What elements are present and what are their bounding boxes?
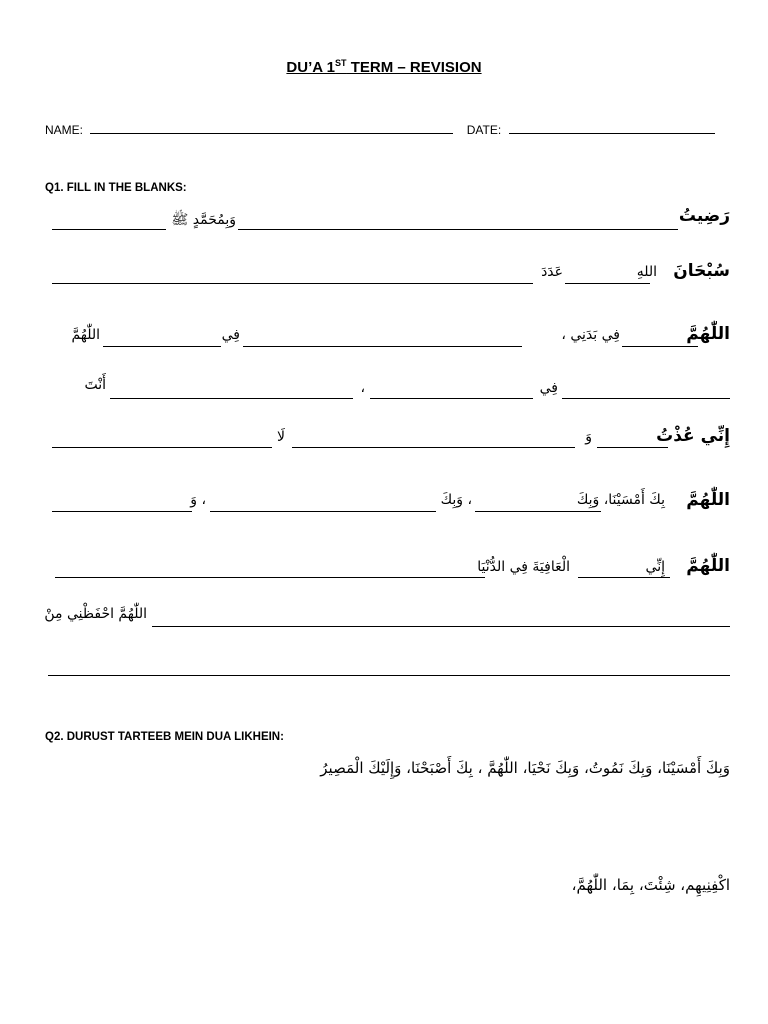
l7-text-b: الْعَافِيَةَ فِي الدُّنْيَا: [477, 559, 570, 575]
l4-blank-2[interactable]: [370, 398, 533, 399]
l8-blank-1[interactable]: [152, 626, 730, 627]
meta-row: [45, 121, 715, 137]
date-label: DATE:: [466, 123, 502, 137]
date-field[interactable]: [509, 121, 715, 134]
l6-blank-2[interactable]: [210, 511, 436, 512]
l5-text-a: وَ: [585, 429, 592, 445]
l3-blank-1[interactable]: [622, 346, 698, 347]
l1-text: وَبِمُحَمَّدٍ ﷺ: [171, 212, 236, 228]
l4-blank-1[interactable]: [562, 398, 730, 399]
l2-blank-2[interactable]: [52, 283, 533, 284]
l6-text-a: بِكَ أَمْسَيْنَا، وَبِكَ: [576, 492, 665, 508]
l5-blank-1[interactable]: [597, 447, 668, 448]
l3-text-a: فِي بَدَنِي ،: [561, 327, 620, 343]
l3-text-c: اللّٰهُمَّ: [71, 327, 100, 343]
l8-text: اللّٰهُمَّ احْفَظْنِي مِنْ: [44, 606, 147, 622]
q2-heading: Q2. DURUST TARTEEB MEIN DUA LIKHEIN:: [45, 731, 284, 743]
q2-sentence-2: اكْفِنِيهِم، شِئْتَ، بِمَا، اللّٰهُمَّ،: [571, 876, 730, 894]
l6-text-c: ، وَ: [190, 492, 206, 508]
l2-blank-1[interactable]: [565, 283, 650, 284]
l4-text-a: فِي: [539, 380, 558, 396]
l4-blank-3[interactable]: [110, 398, 353, 399]
l4-text-c: أَنْتَ: [84, 377, 106, 393]
l7-blank-1[interactable]: [578, 577, 670, 578]
l3-text-b: فِي: [221, 327, 240, 343]
l4-text-b: ،: [360, 380, 365, 396]
page-title: DU’A 1ST TERM – REVISION: [286, 58, 482, 76]
l7-blank-2[interactable]: [55, 577, 485, 578]
l6-blank-3[interactable]: [52, 511, 192, 512]
l2-text-a: اللهِ: [636, 264, 657, 280]
q2-sentence-1: وَبِكَ أَمْسَيْنَا، وَبِكَ نَمُوتُ، وَبِكَ نَحْيَا، اللّٰهُمَّ ، بِكَ أَصْبَحْنَا، وَإِلَيْكَ الْمَصِيرُ: [320, 759, 730, 777]
l5-word: إِنِّي عُذْتُ: [656, 426, 730, 446]
l3-word: اللّٰهُمَّ: [686, 324, 730, 344]
l1-blank-2[interactable]: [52, 229, 166, 230]
l6-text-b: ، وَبِكَ: [440, 492, 472, 508]
l5-blank-2[interactable]: [292, 447, 575, 448]
l3-blank-3[interactable]: [103, 346, 221, 347]
l6-word: اللّٰهُمَّ: [686, 490, 730, 510]
name-label: NAME:: [45, 123, 84, 137]
l7-text-a: إِنِّي: [645, 559, 665, 575]
l3-blank-2[interactable]: [243, 346, 522, 347]
l5-text-b: لَا: [277, 429, 285, 445]
l1-word: رَضِيتُ: [678, 206, 730, 226]
l2-text-b: عَدَدَ: [541, 264, 563, 280]
l7-word: اللّٰهُمَّ: [686, 556, 730, 576]
l9-blank[interactable]: [48, 675, 730, 676]
l2-word: سُبْحَانَ: [673, 261, 730, 281]
q1-heading: Q1. FILL IN THE BLANKS:: [45, 182, 187, 194]
name-field[interactable]: [90, 121, 453, 134]
l1-blank-1[interactable]: [238, 229, 678, 230]
l6-blank-1[interactable]: [475, 511, 601, 512]
l5-blank-3[interactable]: [52, 447, 272, 448]
